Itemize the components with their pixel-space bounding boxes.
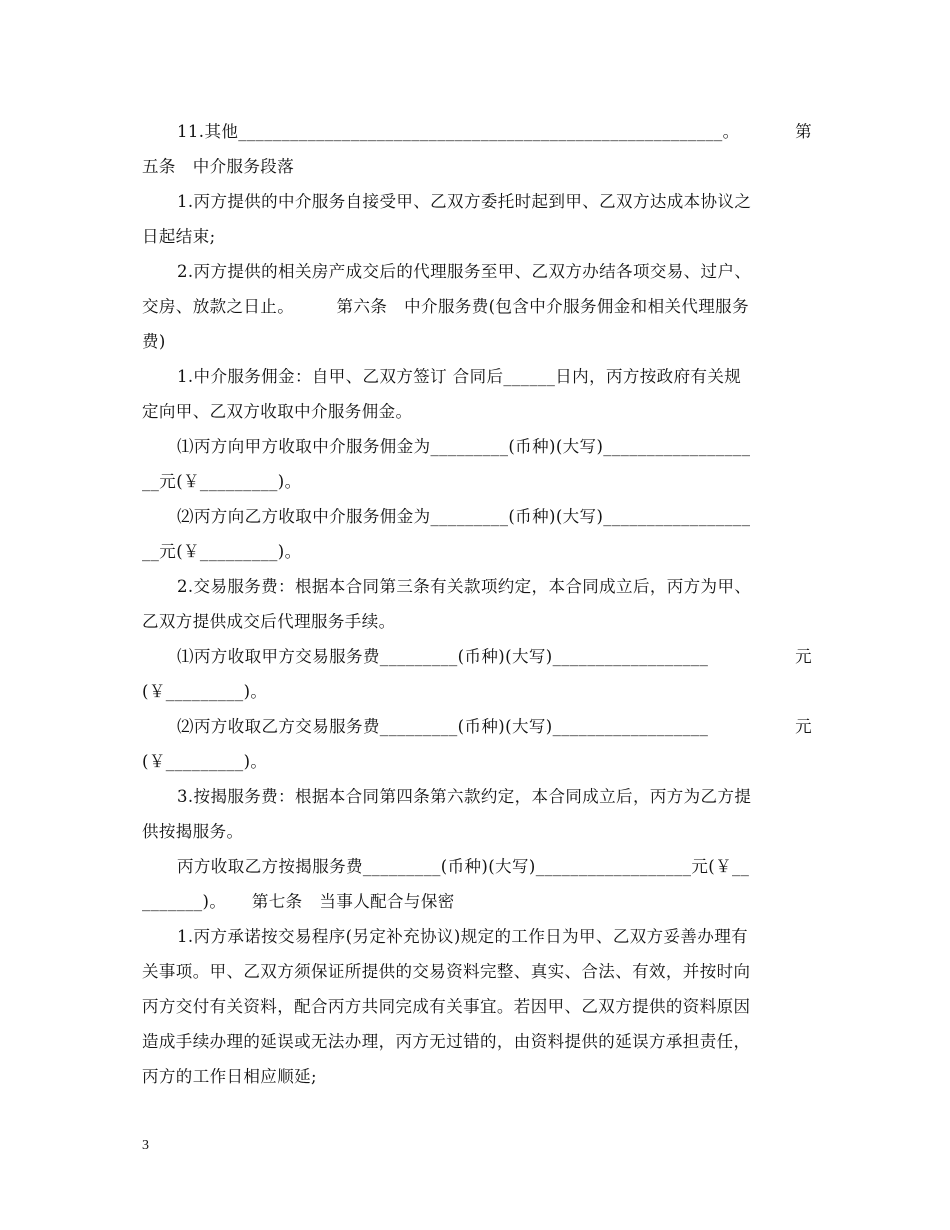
clause-line: 造成手续办理的延误或无法办理，丙方无过错的，由资料提供的延误方承担责任， xyxy=(142,1032,751,1051)
clause-line: 定向甲、乙双方收取中介服务佣金。 xyxy=(142,402,413,421)
section-heading: 五条 中介服务段落 xyxy=(142,157,295,176)
clause-text: 11.其他________________________________________________________。 xyxy=(177,122,740,141)
clause-text-end: 元 xyxy=(795,717,812,736)
clause-line: ⑵丙方向乙方收取中介服务佣金为_________(币种)(大写)_________________ xyxy=(177,507,751,526)
clause-text-end: 元 xyxy=(795,647,812,666)
clause-line xyxy=(142,709,812,744)
clause-line: 1.丙方提供的中介服务自接受甲、乙双方委托时起到甲、乙双方达成本协议之 xyxy=(177,192,752,211)
clause-line: 丙方交付有关资料，配合丙方共同完成有关事宜。若因甲、乙双方提供的资料原因 xyxy=(142,997,751,1016)
document-body xyxy=(142,114,812,1094)
page-number: 3 xyxy=(142,1138,149,1153)
clause-line: 乙双方提供成交后代理服务手续。 xyxy=(142,612,396,631)
clause-line: 2.交易服务费：根据本合同第三条有关款项约定，本合同成立后，丙方为甲、 xyxy=(177,577,752,596)
clause-line xyxy=(142,639,812,674)
clause-line: 日起结束; xyxy=(142,227,216,246)
clause-line: ⑴丙方向甲方收取中介服务佣金为_________(币种)(大写)_________________ xyxy=(177,437,751,456)
clause-line: 丙方收取乙方按揭服务费_________(币种)(大写)__________________元(￥__ xyxy=(177,857,750,876)
clause-line: 1.丙方承诺按交易程序(另定补充协议)规定的工作日为甲、乙双方妥善办理有 xyxy=(177,927,749,946)
clause-line: (￥_________)。 xyxy=(142,682,268,701)
clause-line: (￥_________)。 xyxy=(142,752,268,771)
clause-line: __元(￥_________)。 xyxy=(142,472,302,491)
clause-line: _______)。 第七条 当事人配合与保密 xyxy=(142,892,455,911)
clause-line: 费) xyxy=(142,332,166,351)
clause-line xyxy=(142,114,812,149)
clause-text-end: 第 xyxy=(795,122,812,141)
clause-line: 关事项。甲、乙双方须保证所提供的交易资料完整、真实、合法、有效，并按时向 xyxy=(142,962,751,981)
clause-line: 2.丙方提供的相关房产成交后的代理服务至甲、乙双方办结各项交易、过户、 xyxy=(177,262,752,281)
clause-line: 交房、放款之日止。 第六条 中介服务费(包含中介服务佣金和相关代理服务 xyxy=(142,297,749,316)
clause-line: __元(￥_________)。 xyxy=(142,542,302,561)
clause-text: ⑵丙方收取乙方交易服务费_________(币种)(大写)__________________ xyxy=(177,717,709,736)
clause-line: 丙方的工作日相应顺延; xyxy=(142,1067,317,1086)
clause-line: 供按揭服务。 xyxy=(142,822,244,841)
clause-line: 1.中介服务佣金：自甲、乙双方签订 合同后______日内，丙方按政府有关规 xyxy=(177,367,742,386)
clause-text: ⑴丙方收取甲方交易服务费_________(币种)(大写)__________________ xyxy=(177,647,709,666)
clause-line: 3.按揭服务费：根据本合同第四条第六款约定，本合同成立后，丙方为乙方提 xyxy=(177,787,752,806)
